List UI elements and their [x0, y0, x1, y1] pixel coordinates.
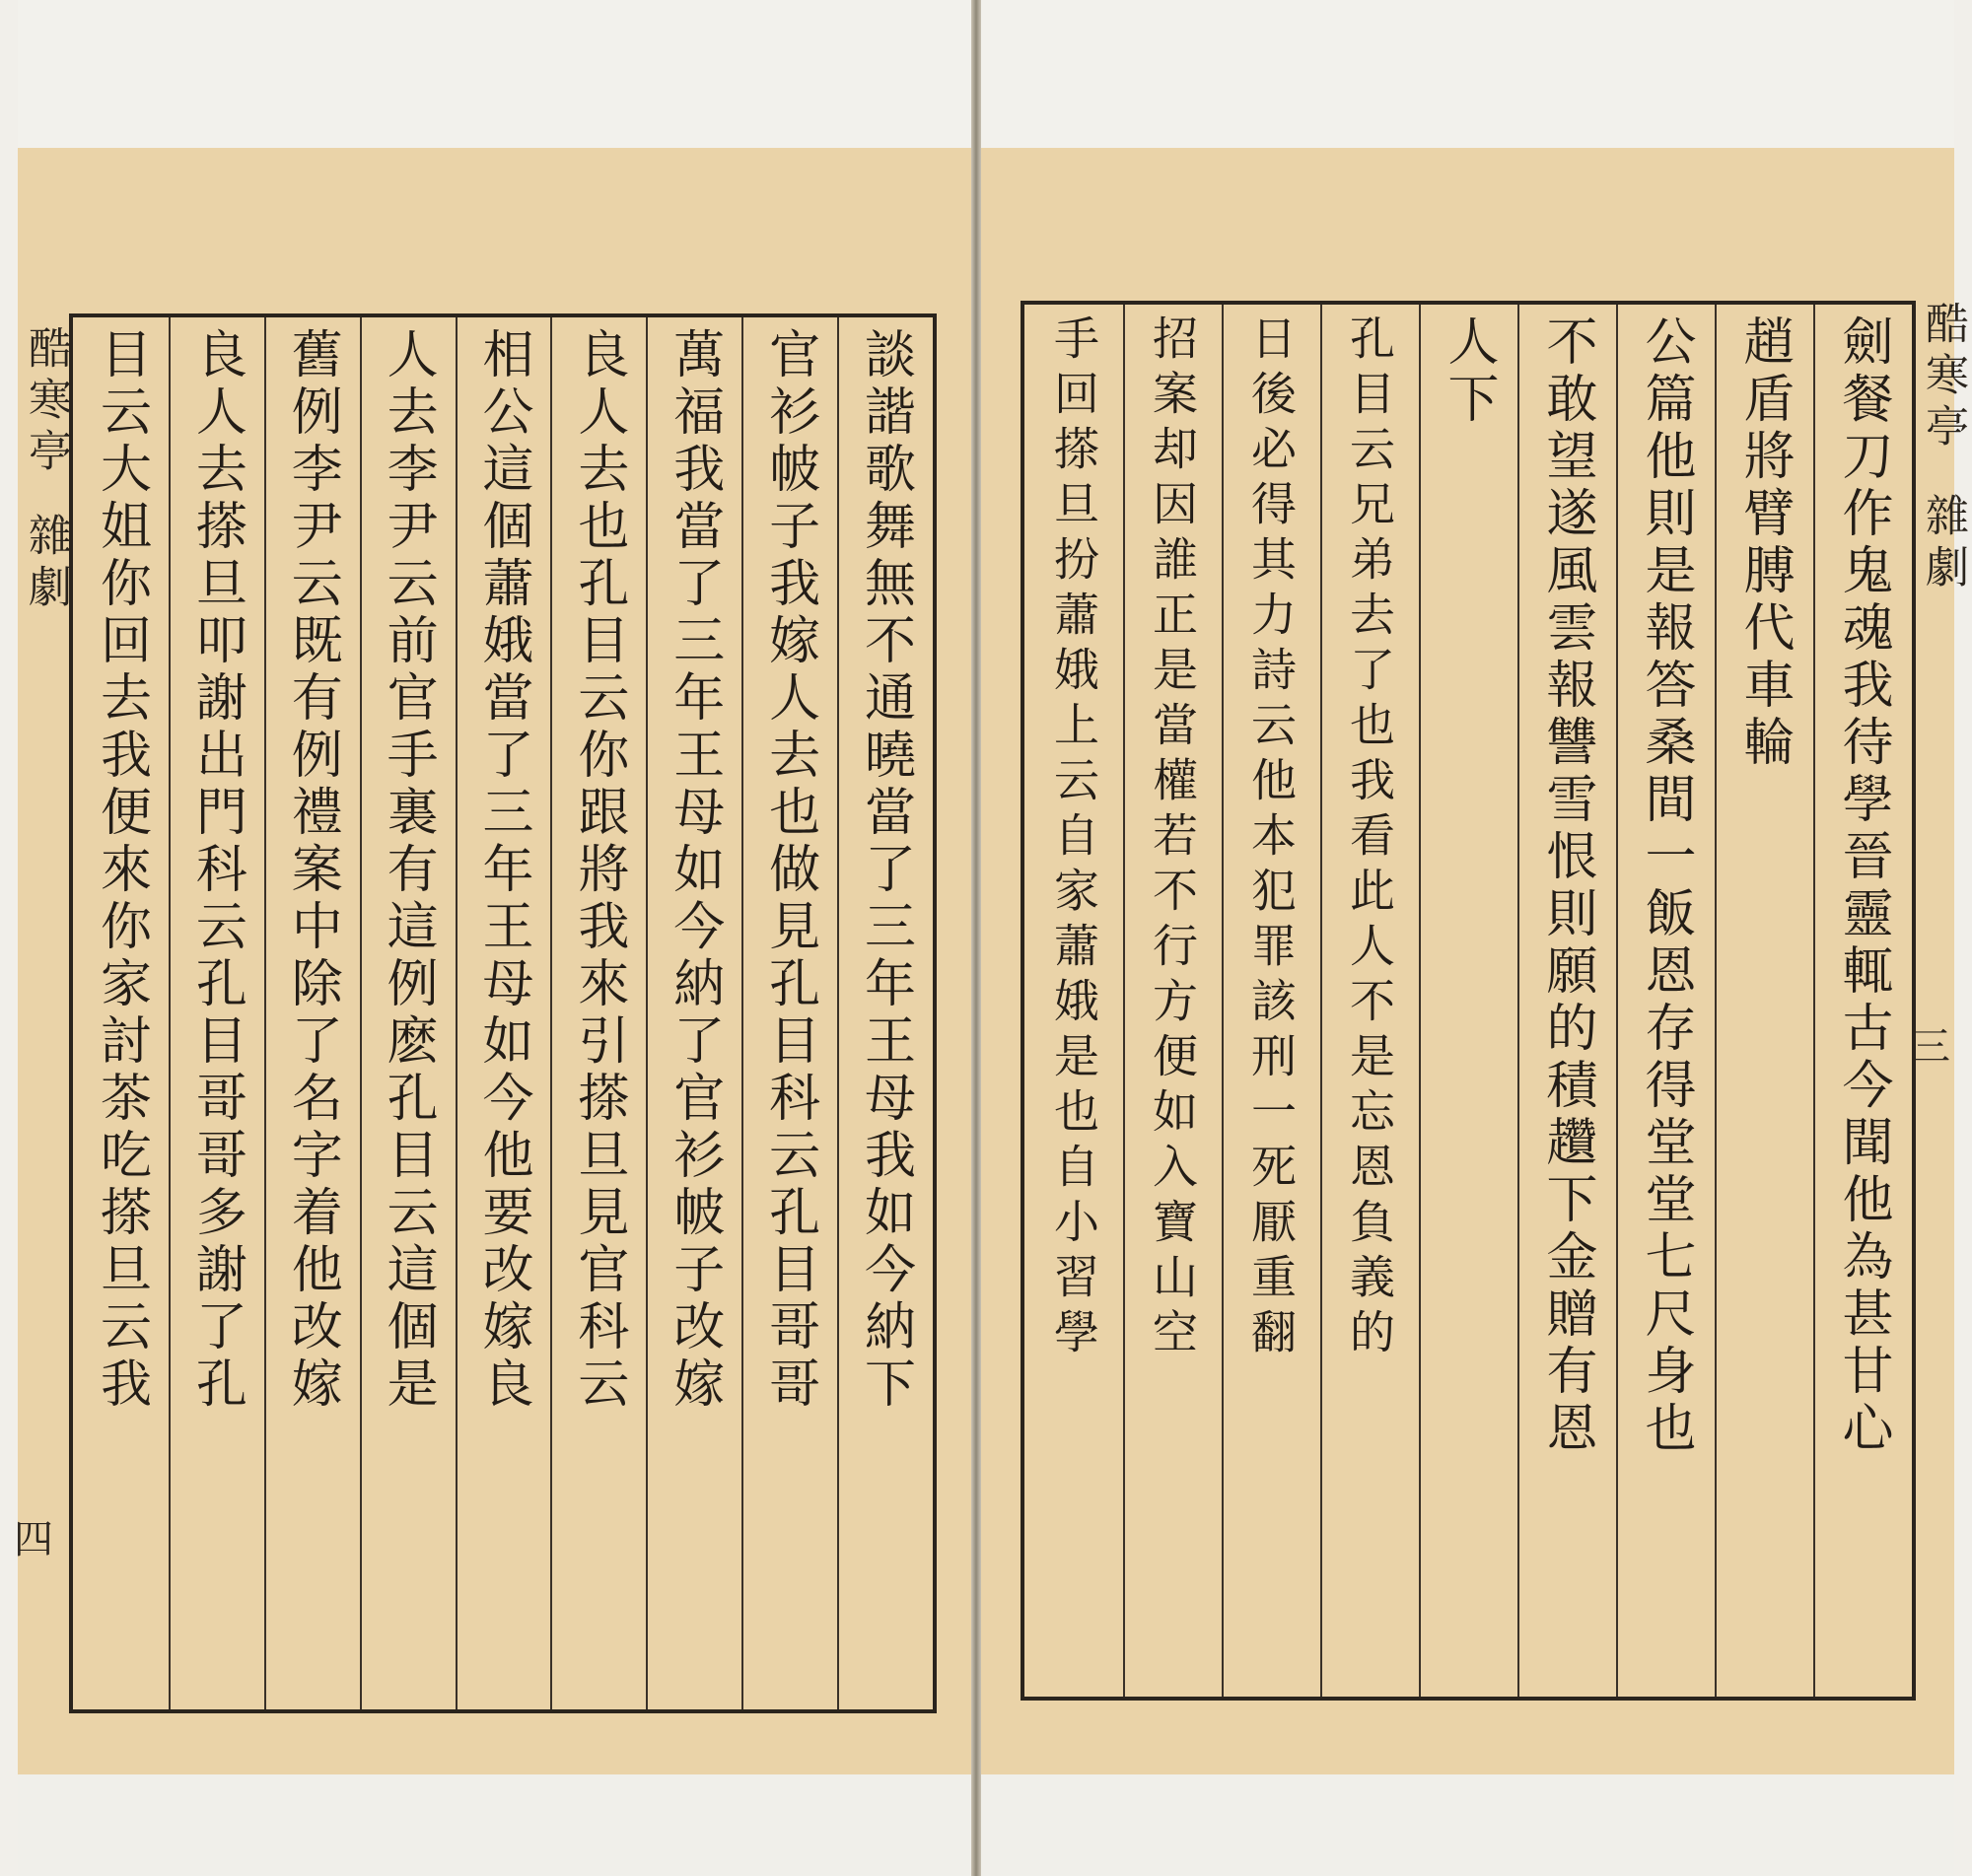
right-text-frame [1021, 301, 1916, 1701]
column-rule [550, 317, 552, 1709]
column-rule [360, 317, 362, 1709]
column-text: 趙盾將臂膊代車輪 [1734, 314, 1794, 772]
text-column [1320, 305, 1419, 1697]
text-column [1616, 305, 1715, 1697]
column-rule [169, 317, 171, 1709]
bottom-blank-left [18, 1774, 971, 1876]
text-column [1123, 305, 1222, 1697]
left-margin-subtitle: 雜劇 [21, 513, 71, 615]
text-column [1419, 305, 1517, 1697]
column-rule [1715, 305, 1717, 1697]
top-blank-right [981, 0, 1954, 148]
column-text: 劍餐刀作鬼魂我待學晉靈輒古今聞他為甚甘心 [1833, 314, 1892, 1458]
bottom-blank-right [981, 1774, 1954, 1876]
column-text: 招案却因誰正是當權若不行方便如入寶山空 [1146, 314, 1199, 1363]
column-text: 目云大姐你回去我便來你家討茶吃搽旦云我 [91, 327, 151, 1414]
text-column [741, 317, 837, 1709]
column-text: 人去李尹云前官手裏有這例麽孔目云這個是 [378, 327, 438, 1414]
book-gutter [971, 0, 981, 1876]
column-rule [741, 317, 743, 1709]
column-text: 官衫帔子我嫁人去也做見孔目科云孔目哥哥 [759, 327, 819, 1414]
column-text: 人下 [1439, 314, 1498, 429]
column-text: 公篇他則是報答桑間一飯恩存得堂堂七尺身也 [1636, 314, 1695, 1458]
text-column [837, 317, 933, 1709]
column-rule [837, 317, 839, 1709]
column-text: 相公這個蕭娥當了三年王母如今他要改嫁良 [472, 327, 532, 1414]
left-margin-title: 酷寒亭 [21, 325, 71, 479]
text-column [646, 317, 741, 1709]
left-page-number: 四 [14, 1517, 53, 1563]
text-column [456, 317, 551, 1709]
column-text: 談諧歌舞無不通曉當了三年王母我如今納下 [855, 327, 915, 1414]
text-column [73, 317, 169, 1709]
text-column [264, 317, 360, 1709]
column-text: 萬福我當了三年王母如今納了官衫帔子改嫁 [664, 327, 724, 1414]
text-column [360, 317, 456, 1709]
column-text: 日後必得其力詩云他本犯罪該刑一死厭重翻 [1244, 314, 1298, 1363]
column-text: 手回搽旦扮蕭娥上云自家蕭娥是也自小習學 [1047, 314, 1100, 1363]
column-rule [456, 317, 458, 1709]
text-column [1715, 305, 1813, 1697]
column-text: 良人去搽旦叩謝出門科云孔目哥哥多謝了孔 [186, 327, 246, 1414]
column-rule [1813, 305, 1815, 1697]
top-blank-left [18, 0, 971, 148]
right-page-number: 三 [1911, 1024, 1950, 1070]
column-text: 舊例李尹云既有例禮案中除了名字着他改嫁 [282, 327, 342, 1414]
text-column [1024, 305, 1123, 1697]
column-text: 孔目云兄弟去了也我看此人不是忘恩負義的 [1343, 314, 1396, 1363]
right-margin-subtitle: 雜劇 [1918, 493, 1968, 595]
column-text: 不敢望遂風雲報讐雪恨則願的積趲下金贈有恩 [1537, 314, 1596, 1458]
column-rule [646, 317, 648, 1709]
right-margin-title: 酷寒亭 [1918, 301, 1968, 454]
column-rule [1222, 305, 1224, 1697]
column-rule [1419, 305, 1421, 1697]
text-column [169, 317, 264, 1709]
column-text: 良人去也孔目云你跟將我來引搽旦見官科云 [568, 327, 628, 1414]
column-rule [1320, 305, 1322, 1697]
column-rule [1616, 305, 1618, 1697]
column-rule [1517, 305, 1519, 1697]
column-rule [1123, 305, 1125, 1697]
text-column [1517, 305, 1616, 1697]
left-text-frame [69, 313, 937, 1713]
text-column [1222, 305, 1320, 1697]
column-rule [264, 317, 266, 1709]
text-column [1813, 305, 1912, 1697]
text-column [550, 317, 646, 1709]
